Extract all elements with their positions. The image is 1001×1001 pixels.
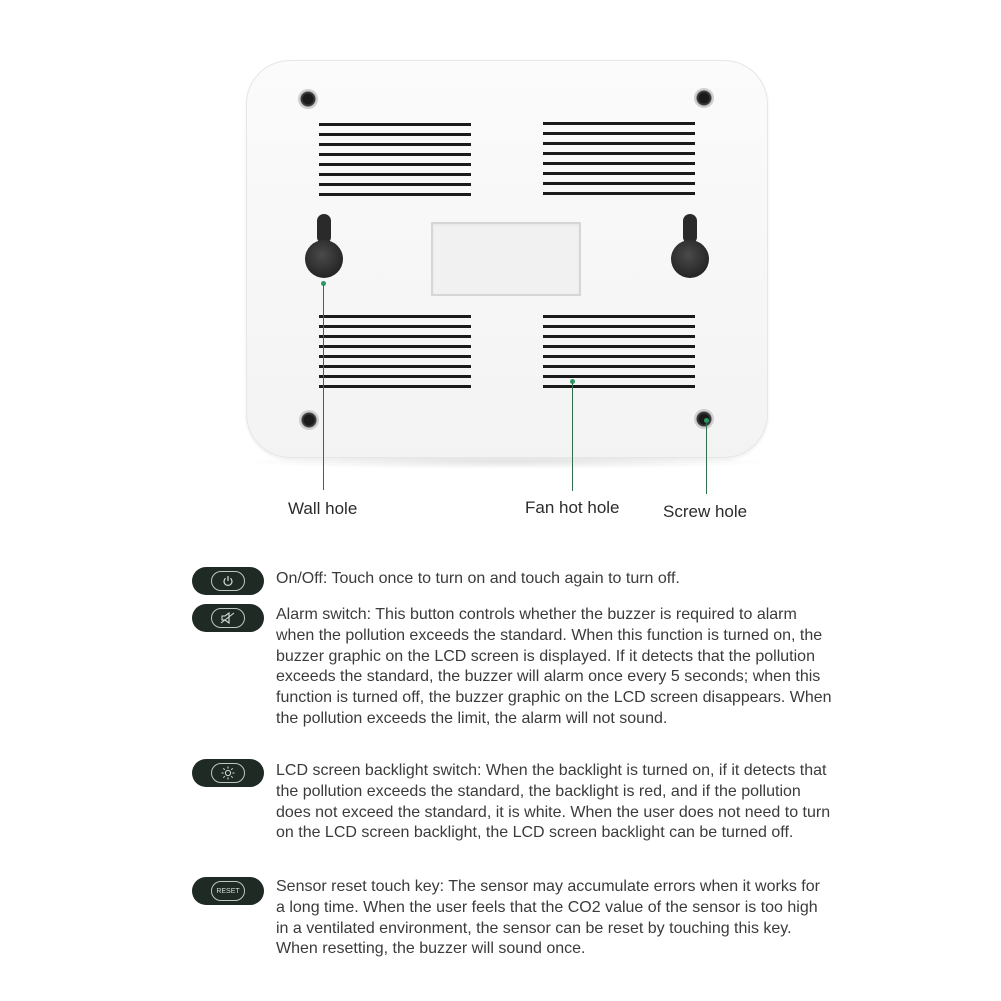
screw-top-right (694, 88, 714, 108)
screw-hole-pointer-line (706, 422, 707, 494)
screw-bottom-left (299, 410, 319, 430)
mute-alarm-icon (211, 608, 245, 628)
backlight-key (192, 759, 264, 787)
feature-sensor-reset (192, 876, 832, 966)
screw-hole-label: Screw hole (663, 502, 748, 521)
feature-sensor-reset-text: Sensor reset touch key: The sensor may accumulate errors when it works for a long time. When the user feels that the CO2 value of the sensor is too high in a ventilated environment, the sensor can be reset by touching this key. When resetting, the buzzer will sound once. (276, 878, 820, 958)
vent-top-left (319, 123, 471, 203)
vent-top-right (543, 122, 695, 202)
feature-alarm-switch (192, 603, 832, 753)
backlight-icon (211, 763, 245, 783)
feature-backlight-switch (192, 759, 832, 869)
fan-hole-pointer-line (572, 383, 573, 491)
lcd-window (431, 222, 581, 296)
reset-key (192, 877, 264, 905)
feature-on-off (192, 566, 832, 596)
feature-backlight-switch-text: LCD screen backlight switch: When the backlight is turned on, if it detects that the pollution exceeds the standard, the backlight is red, and if the pollution does not exceed the standard, it is white. When the user does not need to turn on the LCD screen backlight, the LCD screen backlight can be turned off. (276, 762, 831, 842)
vent-bottom-left (319, 315, 471, 395)
alarm-key (192, 604, 264, 632)
reset-icon (211, 881, 245, 901)
feature-alarm-switch-text: Alarm switch: This button controls whether the buzzer is required to alarm when the pollution exceeds the standard. When this function is turned on, the buzzer graphic on the LCD screen is displayed. If it detects that the pollution exceeds the standard, the buzzer will alarm once every 5 seconds; when this function is turned off, the buzzer graphic on the LCD screen disappears. When the pollution exceeds the limit, the alarm will not sound. (276, 606, 832, 727)
feature-on-off-text: On/Off: Touch once to turn on and touch again to turn off. (276, 570, 680, 587)
wall-hole-label: Wall hole (288, 499, 358, 518)
fan-hot-hole-vent (543, 315, 695, 395)
fan-hot-hole-label: Fan hot hole (525, 498, 620, 517)
wall-hole-pointer-line (323, 285, 324, 490)
power-icon (211, 571, 245, 591)
wall-hole-right (671, 214, 709, 278)
power-key (192, 567, 264, 595)
reset-key-label: RESET (216, 887, 240, 895)
wall-hole-left (305, 214, 343, 278)
screw-top-left (298, 89, 318, 109)
